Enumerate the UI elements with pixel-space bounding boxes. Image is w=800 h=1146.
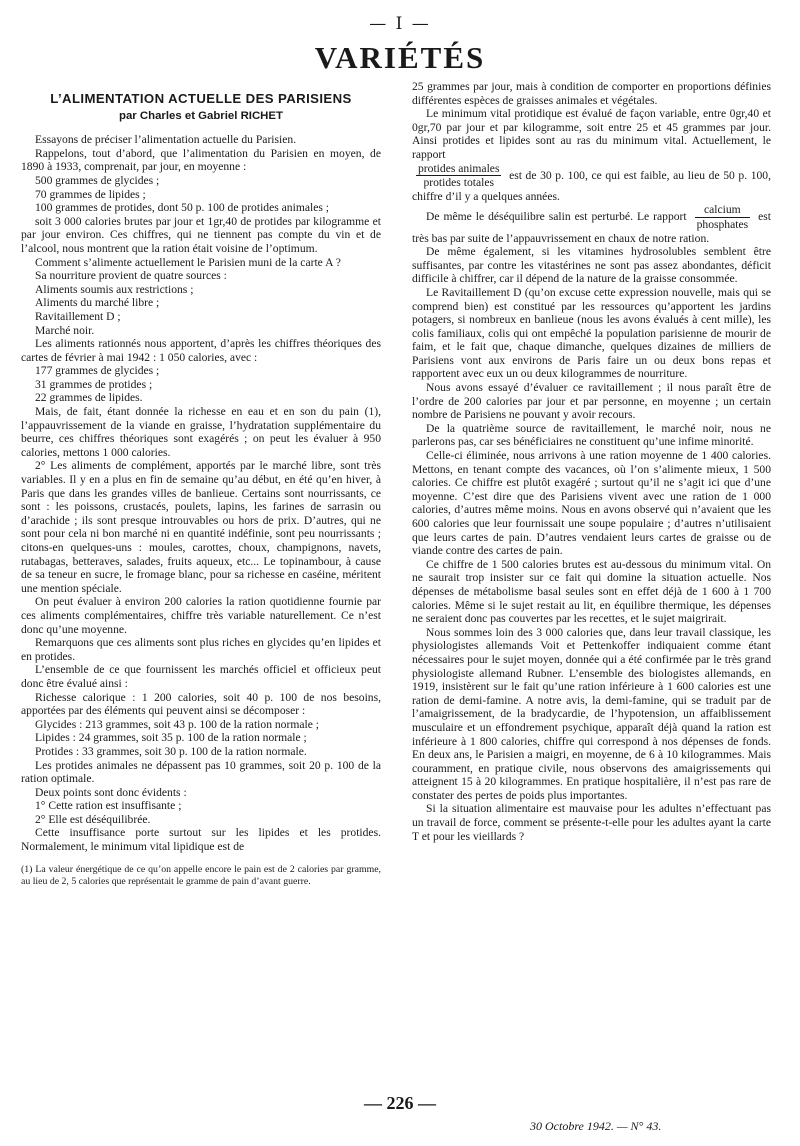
paragraph: Protides : 33 grammes, soit 30 p. 100 de la ration normale. [35, 744, 307, 758]
ratio-calcium-lead: De même le déséquilibre salin est perturbé. Le rapport [426, 210, 687, 224]
ratio-protides-denominator: protides totales [423, 176, 494, 190]
paragraph: Le minimum vital protidique est évalué de façon variable, entre 0gr,40 et 0gr,70 par jour et par kilogramme, soit entre 25 et 45 grammes par jour. Ainsi protides et lipides sont au ras du minimum vital. Actuellement, le rapport [412, 107, 771, 161]
paragraph: Rappelons, tout d’abord, que l’alimentation du Parisien en moyen, de 1890 à 1933, comprenait, par jour, en moyenne : [21, 146, 381, 174]
ratio-protides-fraction [416, 162, 501, 190]
paragraph: Le Ravitaillement D (qu’on excuse cette expression nouvelle, mais qui se comprend bien) est constitué par les ressources qu’apportent les jardins potagers, si nombreux en banlieue (nous les avons évalués à cent mille), les colis familiaux, colis qui ont empêché la population parisienne de mourir de faim, et le fait que, chaque dimanche, quelques dizaines de milliers de Parisiens vont aux environs de Paris faire un ou deux bons repas et rapportent avec eux un ou deux kilogrammes de nourriture. [412, 285, 771, 381]
paragraph: Glycides : 213 grammes, soit 43 p. 100 de la ration normale ; [35, 717, 319, 731]
ratio-calcium-paragraph [412, 203, 771, 245]
paragraph: Essayons de préciser l’alimentation actuelle du Parisien. [35, 133, 297, 147]
right-column-body [412, 245, 771, 843]
left-column-body [21, 133, 381, 853]
paragraph: soit 3 000 calories brutes par jour et 1gr,40 de protides par kilogramme et par jour environ. Ces chiffres, qui ne tiennent pas compte du vin et de l’alcool, nous montrent que la ration était voisine de l’optimum. [21, 214, 381, 255]
paragraph: Celle-ci éliminée, nous arrivons à une ration moyenne de 1 400 calories. Mettons, en tenant compte des vacances, où l’on s’alimente mieux, 1 500 calories. Ce chiffre est plutôt exagéré ; surtout qu’il ne s’agit ici que d’une moyenne. C’est dire que des Parisiens vivent avec une ration de 1 000 calories, d’autres même moins. Nous en avons observé qui n’avaient que les 600 calories que leur fournissait une soupe populaire ; d’autres n’utilisaient que leurs cartes de pain. D’autres vendaient leurs cartes de graisse ou de viande contre des cartes de pain. [412, 449, 771, 558]
ratio-protides-numerator: protides animales [418, 161, 500, 175]
paragraph: 2° Elle est déséquilibrée. [35, 812, 151, 826]
paragraph: Aliments soumis aux restrictions ; [35, 282, 194, 296]
paragraph: Remarquons que ces aliments sont plus riches en glycides qu’en lipides et en protides. [21, 636, 381, 663]
paragraph: Cette insuffisance porte surtout sur les lipides et les protides. Normalement, le minimum vital lipidique est de [21, 826, 381, 854]
page-number: — 226 — [364, 1093, 436, 1113]
paragraph: Nous sommes loin des 3 000 calories que, dans leur travail classique, les physiologistes allemands Voit et Pettenkoffer indiquaient comme étant nécessaires pour le sujet moyen, donnée qui a été confirmée par le très grand physiologiste allemand Rubner. L’ensemble des biologistes allemands, en 1919, insistèrent sur le fait qu’une ration inférieure à 1 600 calories est une ration de demi-famine. A notre avis, la demi-famine, qui se traduit par de l’amaigrissement, de la bradycardie, de l’hypotension, un affaiblissement musculaire et un effondrement psychique, apparaît déjà quand la ration est inférieure à 1 800 calories, chiffre qui correspond à nos dépenses de fonds. En deux ans, le Parisien a maigri, en moyenne, de 6 à 10 kilogrammes. Mais couramment, en pratique civile, nous observons des amaigrissements qui atteignent 15 à 20 kilogrammes. En pratique hospitalière, il n’est pas rare de constater des pertes de poids plus importantes. [412, 625, 771, 802]
ratio-calcium-fraction [695, 203, 751, 231]
paragraph: 31 grammes de protides ; [35, 377, 153, 391]
paragraph: Ce chiffre de 1 500 calories brutes est au-dessous du minimum vital. On ne saurait trop insister sur ce fait qui domine la situation actuelle. Nos dépenses de métabolisme basal seules sont en effet déjà de 1 600 à 1 700 calories. Même si le sujet restait au lit, en équilibre thermique, les dépenses ne seraient donc pas couvertes par les recettes, et le sujet maigrirait. [412, 557, 771, 626]
section-title: VARIÉTÉS [314, 40, 486, 75]
paragraph: Les protides animales ne dépassent pas 10 grammes, soit 20 p. 100 de la ration optimale. [21, 758, 381, 786]
paragraph: Lipides : 24 grammes, soit 35 p. 100 de la ration normale ; [35, 731, 307, 745]
paragraph: Les aliments rationnés nous apportent, d’après les chiffres théoriques des cartes de février à mai 1942 : 1 050 calories, avec : [21, 337, 381, 364]
paragraph: 22 grammes de lipides. [35, 391, 143, 405]
left-column [21, 80, 381, 888]
footnote: (1) La valeur énergétique de ce qu’on appelle encore le pain est de 2 calories par gramme, au lieu de 2, 5 calories que représentait le gramme de pain d’avant guerre. [21, 863, 381, 887]
paragraph: De même également, si les vitamines hydrosolubles semblent être suffisantes, par contre les vitastérines ne sont pas assez abondantes, déficit difficile à chiffrer, car il dépend de la nature de la graisse consommée. [412, 245, 771, 286]
paragraph: 100 grammes de protides, dont 50 p. 100 de protides animales ; [35, 201, 329, 215]
ratio-protides-text: est de 30 p. 100, ce qui est faible, au lieu de 50 p. 100, chiffre d’il y a quelques années. [412, 168, 771, 203]
paragraph: De la quatrième source de ravitaillement, le marché noir, nous ne parlerons pas, car ses bénéficiaires ne constituent qu’une infime minorité. [412, 421, 771, 449]
paragraph: Sa nourriture provient de quatre sources : [35, 269, 227, 283]
ratio-calcium-denominator: phosphates [696, 217, 749, 231]
right-column-intro [412, 80, 771, 162]
paragraph: 70 grammes de lipides ; [35, 187, 146, 201]
ratio-protides-paragraph [412, 162, 771, 204]
paragraph: 1° Cette ration est insuffisante ; [35, 799, 182, 813]
paragraph: 25 grammes par jour, mais à condition de comporter en proportions définies différentes espèces de graisses animales et végétales. [412, 80, 771, 107]
section-marker: — I — [369, 14, 431, 34]
article-byline: par Charles et Gabriel RICHET [119, 109, 283, 122]
paragraph: Comment s’alimente actuellement le Parisien muni de la carte A ? [35, 255, 341, 269]
paragraph: Nous avons essayé d’évaluer ce ravitaillement ; il nous paraît être de l’ordre de 200 calories par jour et par personne, en moyenne ; un certain nombre de Parisiens ne pouvant y avoir recours. [412, 381, 771, 422]
ratio-calcium-text: est très bas par suite de l’appauvrissement en chaux de notre ration. [412, 210, 771, 245]
paragraph: L’ensemble de ce que fournissent les marchés officiel et officieux peut donc être évalué ainsi : [21, 663, 381, 690]
paragraph: Ravitaillement D ; [35, 309, 121, 323]
ratio-calcium-numerator: calcium [695, 203, 751, 218]
paragraph: 177 grammes de glycides ; [35, 364, 160, 378]
paragraph: Mais, de fait, étant donnée la richesse en eau et en son du pain (1), l’appauvrissement de la viande en graisse, l’hydratation supplémentaire du beurre, ces chiffres théoriques sont exagérés ; on peut les évaluer à 950 calories, mettons 1 000 calories. [21, 405, 381, 459]
paragraph: Si la situation alimentaire est mauvaise pour les adultes n’effectuant pas un travail de force, comment se présente-t-elle pour les adultes ayant la carte T et pour les vieillards ? [412, 802, 771, 843]
right-column [412, 80, 771, 843]
paragraph: Richesse calorique : 1 200 calories, soit 40 p. 100 de nos besoins, apportées par des éléments qui peuvent ainsi se décomposer : [21, 690, 381, 718]
article-title: L’ALIMENTATION ACTUELLE DES PARISIENS [50, 91, 352, 106]
paragraph: Deux points sont donc évidents : [35, 785, 187, 799]
issue-date: 30 Octobre 1942. — N° 43. [530, 1119, 662, 1133]
paragraph: Aliments du marché libre ; [35, 296, 160, 310]
paragraph: 2° Les aliments de complément, apportés par le marché libre, sont très variables. Il y en a plus en fin de semaine qu’au début, en été qu’en hiver, à Paris que dans les grandes villes de banlieue. Certains sont nourrissants, ce sont : les poissons, crustacés, poulets, lapins, les farines de sarrasin ou d’arachide ; ils sont presque introuvables ou hors de prix. D’autres, qui ne sont pour cela ni bon marché ni en quantité indéfinie, sont peu nourrissants ; citons-en quelques-uns : moules, carottes, choux, champignons, navets, rutabagas, betteraves, salades, fruits aqueux, etc... Le topinambour, à cause de sa teneur en sucre, le fromage blanc, pour sa richesse en caséine, méritent une mention spéciale. [21, 459, 381, 595]
paragraph: On peut évaluer à environ 200 calories la ration quotidienne fournie par ces aliments complémentaires, chiffre très variable naturellement. Ce n’est donc qu’une moyenne. [21, 595, 381, 636]
paragraph: Marché noir. [35, 323, 95, 337]
paragraph: 500 grammes de glycides ; [35, 173, 160, 187]
